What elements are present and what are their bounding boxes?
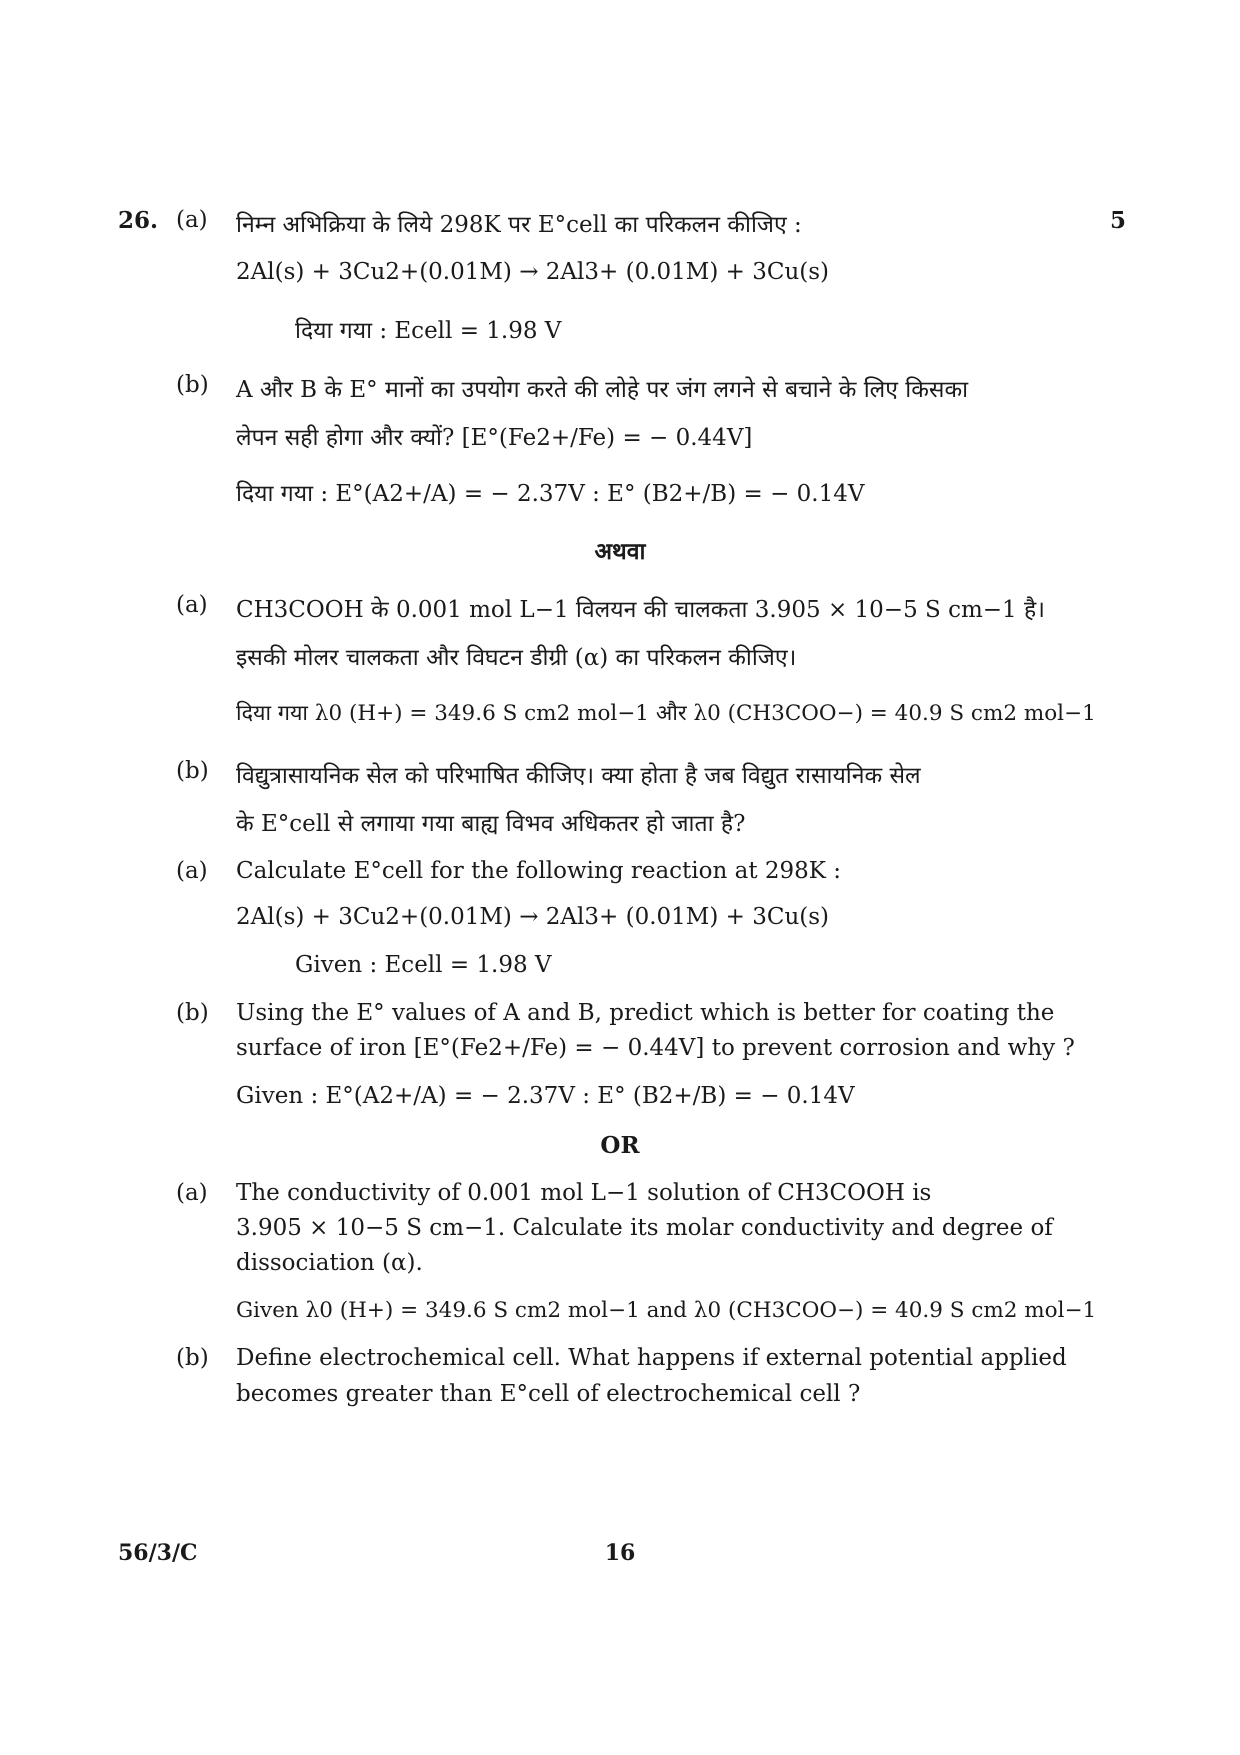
hi-a-given: दिया गया : Ecell = 1.98 V xyxy=(295,318,562,344)
hi-b-line1: A और B के E° मानों का उपयोग करते की लोहे पर जंग लगने से बचाने के लिए किसका xyxy=(236,377,969,403)
en-or-a-label: (a) xyxy=(176,1180,208,1206)
en-b-label: (b) xyxy=(176,1000,209,1026)
hi-or-b-label: (b) xyxy=(176,758,209,784)
en-or-b-line2: becomes greater than E°cell of electrochemical cell ? xyxy=(236,1381,861,1407)
paper-code: 56/3/C xyxy=(118,1540,198,1566)
en-or-heading: OR xyxy=(600,1132,640,1159)
en-a-reaction: 2Al(s) + 3Cu2+(0.01M) → 2Al3+ (0.01M) + 3Cu(s) xyxy=(236,904,830,930)
en-or-b-line1: Define electrochemical cell. What happens if external potential applied xyxy=(236,1345,1067,1371)
hi-a-text: निम्न अभिक्रिया के लिये 298K पर E°cell का परिकलन कीजिए : xyxy=(236,212,802,238)
en-or-a-line2: 3.905 × 10−5 S cm−1. Calculate its molar conductivity and degree of xyxy=(236,1215,1053,1241)
en-b-line2: surface of iron [E°(Fe2+/Fe) = − 0.44V] to prevent corrosion and why ? xyxy=(236,1035,1075,1061)
en-a-label: (a) xyxy=(176,858,208,884)
hi-b-line2: लेपन सही होगा और क्यों? [E°(Fe2+/Fe) = − 0.44V] xyxy=(236,425,753,451)
en-b-given: Given : E°(A2+/A) = − 2.37V : E° (B2+/B) = − 0.14V xyxy=(236,1083,855,1109)
en-or-b-label: (b) xyxy=(176,1345,209,1371)
en-or-a-line1: The conductivity of 0.001 mol L−1 solution of CH3COOH is xyxy=(236,1180,932,1206)
hi-or-b-line2: के E°cell से लगाया गया बाह्य विभव अधिकतर हो जाता है? xyxy=(236,811,746,837)
page-number: 16 xyxy=(604,1540,636,1566)
hi-a-reaction: 2Al(s) + 3Cu2+(0.01M) → 2Al3+ (0.01M) + 3Cu(s) xyxy=(236,259,830,285)
hi-or-b-line1: विद्युत्रासायनिक सेल को परिभाषित कीजिए। क्या होता है जब विद्युत रासायनिक सेल xyxy=(236,763,921,789)
hi-or-a-line2: इसकी मोलर चालकता और विघटन डीग्री (α) का परिकलन कीजिए। xyxy=(236,645,797,671)
hi-or-a-given: दिया गया λ0 (H+) = 349.6 S cm2 mol−1 और λ0 (CH3COO−) = 40.9 S cm2 mol−1 xyxy=(236,701,1096,726)
question-marks: 5 xyxy=(1110,207,1127,234)
hi-or-a-line1: CH3COOH के 0.001 mol L−1 विलयन की चालकता 3.905 × 10−5 S cm−1 है। xyxy=(236,597,1045,623)
hi-b-label: (b) xyxy=(176,372,209,398)
en-a-given: Given : Ecell = 1.98 V xyxy=(295,952,552,978)
hi-b-given: दिया गया : E°(A2+/A) = − 2.37V : E° (B2+/B) = − 0.14V xyxy=(236,481,865,507)
en-or-a-line3: dissociation (α). xyxy=(236,1250,423,1276)
hi-or-a-label: (a) xyxy=(176,592,208,618)
hi-or-heading: अथवा xyxy=(594,538,646,565)
en-or-a-given: Given λ0 (H+) = 349.6 S cm2 mol−1 and λ0 (CH3COO−) = 40.9 S cm2 mol−1 xyxy=(236,1298,1097,1323)
en-b-line1: Using the E° values of A and B, predict which is better for coating the xyxy=(236,1000,1055,1026)
en-a-text: Calculate E°cell for the following reaction at 298K : xyxy=(236,858,842,884)
hi-a-label: (a) xyxy=(176,207,208,233)
question-number: 26. xyxy=(118,207,159,234)
